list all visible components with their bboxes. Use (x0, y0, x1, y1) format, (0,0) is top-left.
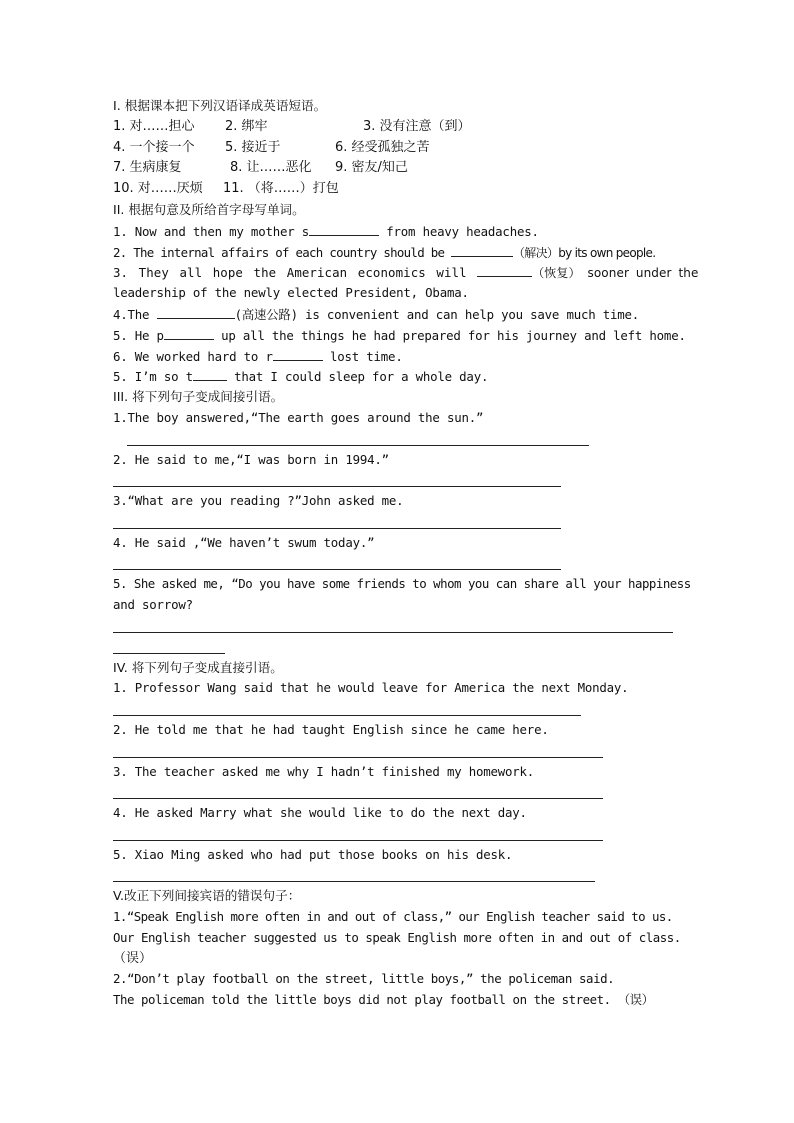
direct-question-4: 4. He asked Marry what she would like to do the next day. (113, 805, 527, 821)
indirect-question-5-cont: and sorrow? (113, 597, 193, 613)
fill-question-3: 3. They all hope the American economics will （恢复） sooner under the (113, 262, 683, 283)
indirect-question-2: 2. He said to me,“I was born in 1994.” (113, 451, 389, 467)
phrase-item: 8. 让……恶化 (230, 160, 312, 176)
answer-line[interactable] (113, 798, 603, 799)
section-2-title: II. 根据句意及所给首字母写单词。 (113, 201, 305, 217)
answer-line[interactable] (113, 653, 225, 654)
answer-blank[interactable] (477, 262, 532, 277)
fill-question-4: 4.The (高速公路) is convenient and can help you save much time. (113, 304, 683, 325)
phrase-row-4 (113, 179, 683, 200)
correction-question-2: 2.“Don’t play football on the street, little boys,” the policeman said. (113, 971, 615, 987)
phrase-item: 2. 绑牢 (225, 118, 268, 134)
phrase-item: 10. 对……厌烦 (113, 181, 203, 197)
phrase-item: 7. 生病康复 (113, 160, 182, 176)
answer-blank[interactable] (273, 346, 323, 361)
section-5-title: V.改正下列间接宾语的错误句子： (113, 888, 301, 904)
phrase-item: 9. 密友/知己 (335, 160, 408, 176)
section-1-title: I. 根据课本把下列汉语译成英语短语。 (113, 98, 327, 113)
direct-question-3: 3. The teacher asked me why I hadn’t finished my homework. (113, 763, 535, 779)
answer-blank[interactable] (451, 242, 513, 257)
answer-line[interactable] (113, 840, 603, 841)
direct-question-1: 1. Professor Wang said that he would leave for America the next Monday. (113, 680, 629, 696)
correction-sentence-1: Our English teacher suggested us to speak English more often in and out of class. (113, 929, 681, 945)
answer-line[interactable] (113, 757, 603, 758)
answer-line[interactable] (113, 486, 561, 487)
answer-blank[interactable] (309, 221, 379, 236)
answer-blank[interactable] (193, 366, 227, 381)
wrong-mark: （误） (113, 950, 153, 966)
fill-question-5: 5. He p up all the things he had prepared for his journey and left home. (113, 325, 683, 346)
direct-question-2: 2. He told me that he had taught English since he came here. (113, 721, 549, 737)
indirect-question-4: 4. He said ,“We haven’t swum today.” (113, 534, 375, 550)
phrase-row-3 (113, 158, 683, 179)
phrase-item: 3. 没有注意（到） (363, 118, 471, 134)
answer-line[interactable] (113, 528, 561, 529)
fill-question-2: 2. The internal affairs of each country should be （解决）by its own people. (113, 242, 683, 263)
answer-line[interactable] (113, 881, 595, 882)
indirect-question-1: 1.The boy answered,“The earth goes around the sun.” (113, 409, 484, 425)
phrase-item: 11. （将……）打包 (223, 181, 339, 197)
worksheet (113, 96, 699, 1011)
indirect-question-3: 3.“What are you reading ?”John asked me. (113, 493, 404, 509)
answer-line[interactable] (113, 632, 673, 633)
phrase-item: 6. 经受孤独之苦 (335, 139, 430, 155)
phrase-item: 5. 接近于 (225, 139, 281, 155)
answer-line[interactable] (127, 445, 589, 446)
fill-question-6: 6. We worked hard to r lost time. (113, 346, 683, 367)
answer-line[interactable] (113, 715, 581, 716)
answer-line[interactable] (113, 569, 561, 570)
phrase-row-1 (113, 117, 683, 138)
phrase-item: 4. 一个接一个 (113, 139, 195, 155)
fill-question-1: 1. Now and then my mother s from heavy headaches. (113, 221, 683, 242)
correction-sentence-2: The policeman told the little boys did not play football on the street. （误） (113, 992, 654, 1008)
section-4-title: IV. 将下列句子变成直接引语。 (113, 659, 283, 675)
phrase-row-2 (113, 138, 683, 159)
phrase-item: 1. 对……担心 (113, 118, 195, 134)
correction-question-1: 1.“Speak English more often in and out of class,” our English teacher said to us. (113, 909, 673, 925)
direct-question-5: 5. Xiao Ming asked who had put those books on his desk. (113, 846, 513, 862)
section-3-title: III. 将下列句子变成间接引语。 (113, 389, 284, 405)
indirect-question-5: 5. She asked me, “Do you have some friends to whom you can share all your happiness (113, 576, 691, 592)
fill-question-7: 5. I’m so t that I could sleep for a whole day. (113, 366, 683, 387)
answer-blank[interactable] (157, 304, 235, 319)
answer-blank[interactable] (164, 325, 214, 340)
fill-question-3-cont: leadership of the newly elected President, Obama. (113, 285, 469, 301)
